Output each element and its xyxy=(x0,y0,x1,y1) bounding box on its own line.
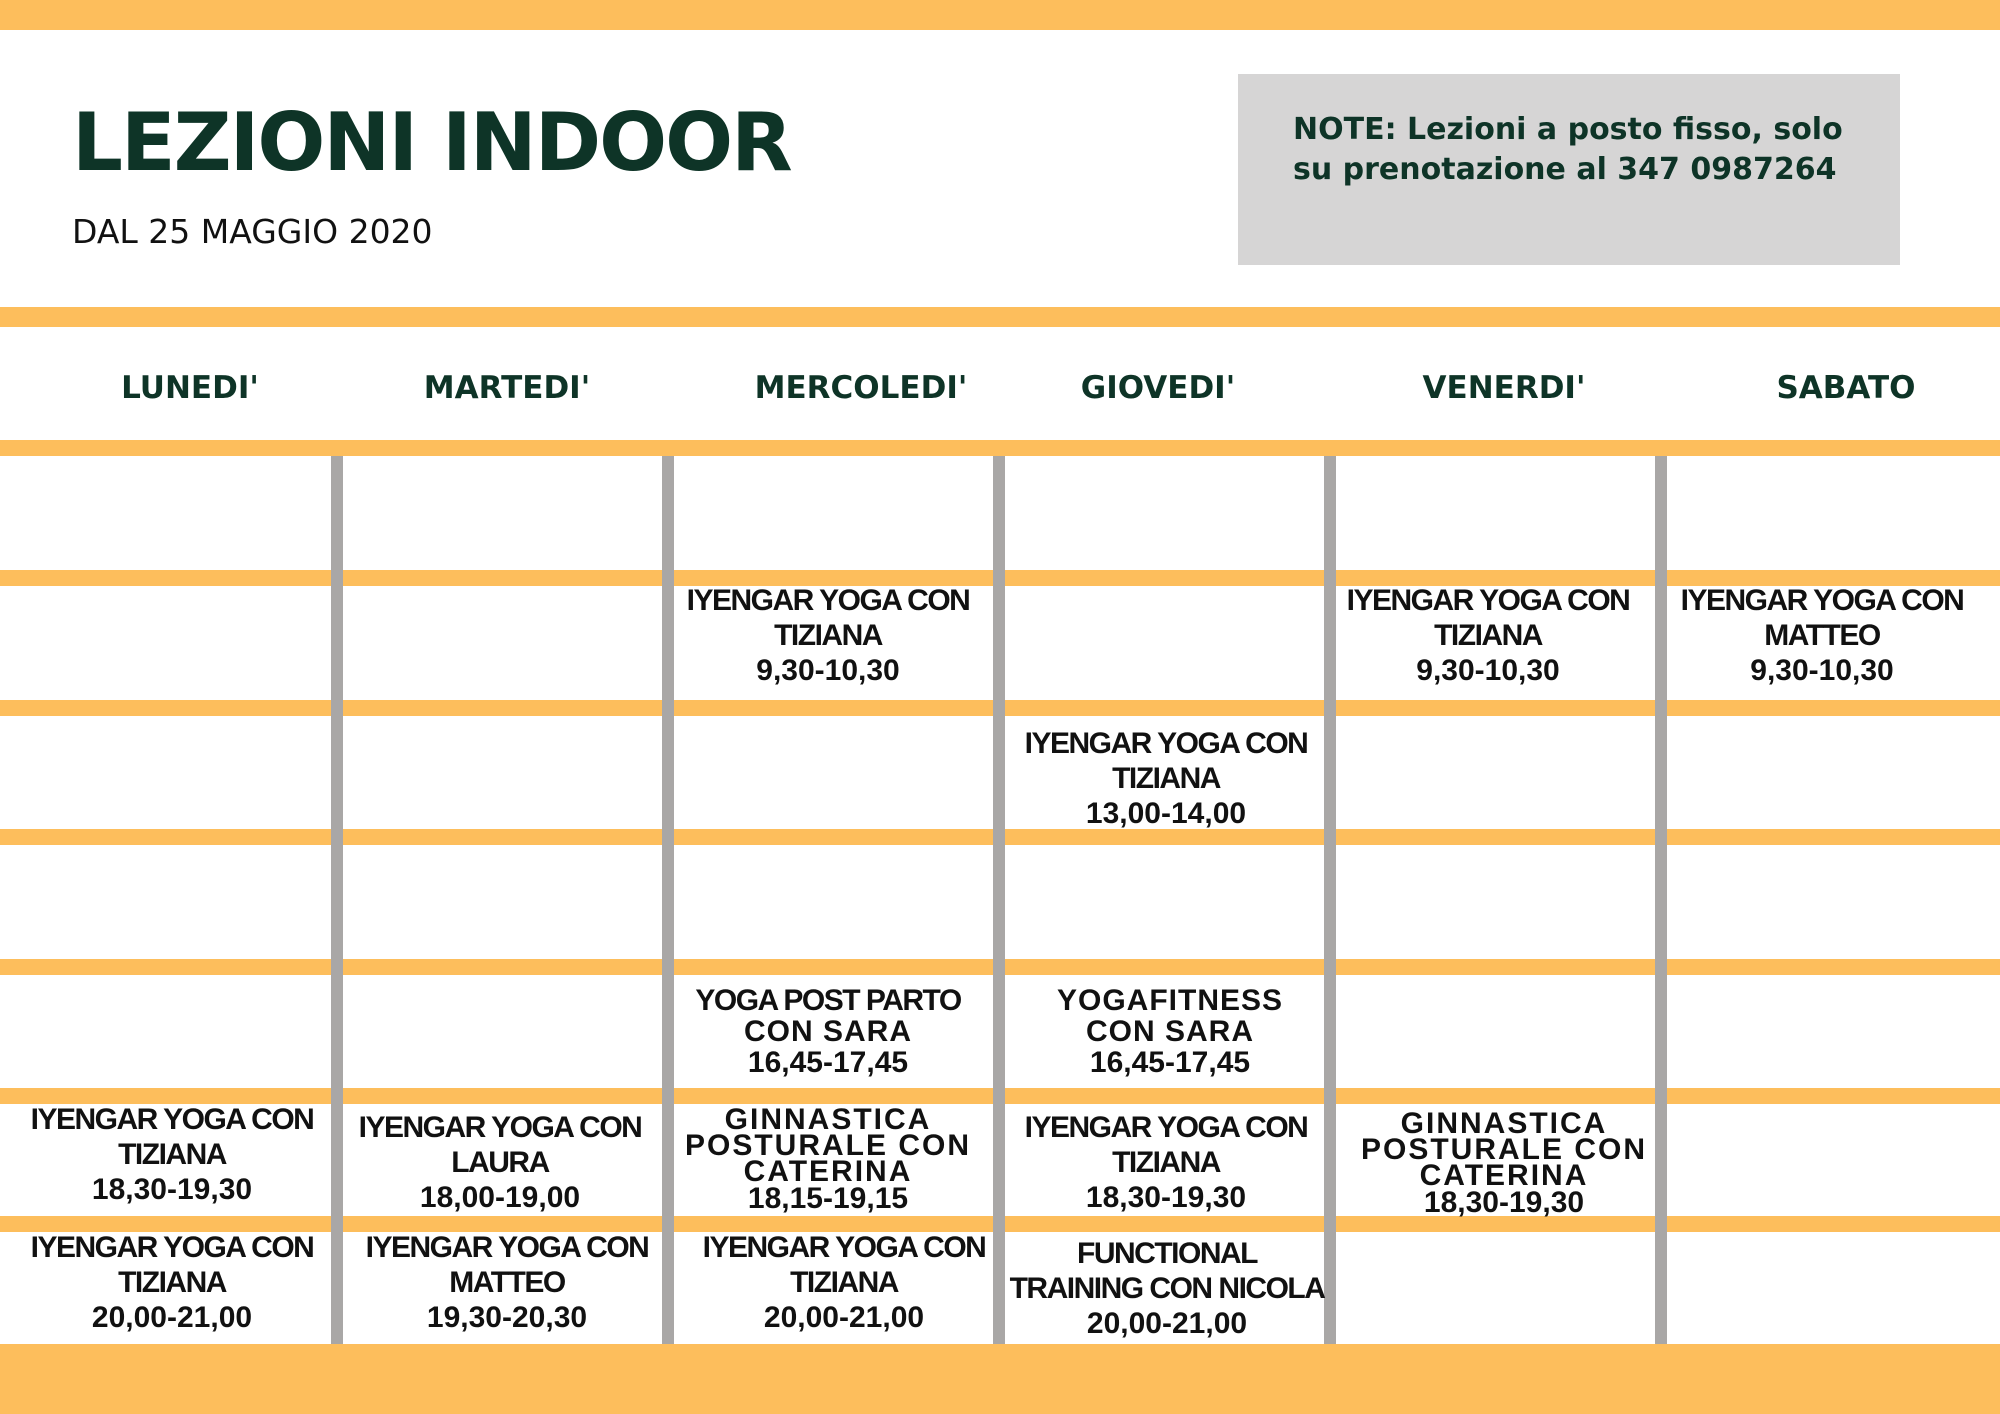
lesson-line: TIZIANA xyxy=(774,618,882,652)
lesson-time: 13,00-14,00 xyxy=(1085,796,1247,830)
lesson-line: IYENGAR YOGA CON xyxy=(30,1102,314,1136)
lesson-time: 9,30-10,30 xyxy=(1750,653,1894,687)
lesson-line: CATERINA xyxy=(1419,1159,1589,1192)
lesson-cell xyxy=(12,1100,332,1208)
lesson-line: IYENGAR YOGA CON xyxy=(702,1230,986,1264)
lesson-line: LAURA xyxy=(451,1145,549,1179)
lesson-line: CON SARA xyxy=(743,1014,912,1048)
lesson-line: YOGA POST PARTO xyxy=(695,983,961,1017)
lesson-line: MATTEO xyxy=(1764,618,1880,652)
lesson-cell xyxy=(668,581,988,689)
lesson-cell xyxy=(1006,724,1326,832)
day-header-mercoledi: MERCOLEDI' xyxy=(754,370,968,406)
lesson-line: CON SARA xyxy=(1085,1014,1254,1048)
lesson-line: POSTURALE CON xyxy=(1360,1133,1647,1166)
lesson-line: IYENGAR YOGA CON xyxy=(1024,1110,1308,1144)
lesson-time: 18,30-19,30 xyxy=(1423,1186,1585,1219)
lesson-line: IYENGAR YOGA CON xyxy=(1346,583,1630,617)
lesson-time: 20,00-21,00 xyxy=(763,1300,925,1334)
lesson-cell xyxy=(1006,1108,1326,1216)
lesson-cell xyxy=(340,1108,660,1216)
lesson-time: 18,15-19,15 xyxy=(747,1182,909,1215)
note-box xyxy=(1238,74,1900,265)
lesson-time: 20,00-21,00 xyxy=(91,1300,253,1334)
lesson-time: 9,30-10,30 xyxy=(1416,653,1560,687)
column-divider xyxy=(993,456,1005,1344)
day-header-giovedi: GIOVEDI' xyxy=(1080,370,1236,406)
bottom-band xyxy=(0,1344,2000,1414)
lesson-time: 18,30-19,30 xyxy=(1085,1180,1247,1214)
lesson-time: 16,45-17,45 xyxy=(1089,1045,1251,1079)
lesson-line: MATTEO xyxy=(449,1265,565,1299)
top-band xyxy=(0,0,2000,30)
lesson-line: CATERINA xyxy=(743,1155,913,1188)
lesson-cell xyxy=(1344,1108,1664,1220)
lesson-line: GINNASTICA xyxy=(1400,1107,1608,1140)
lesson-line: IYENGAR YOGA CON xyxy=(30,1230,314,1264)
day-header-venerdi: VENERDI' xyxy=(1422,370,1586,406)
lesson-time: 16,45-17,45 xyxy=(747,1045,909,1079)
lesson-line: YOGAFITNESS xyxy=(1056,983,1284,1017)
lesson-line: IYENGAR YOGA CON xyxy=(686,583,970,617)
lesson-cell xyxy=(684,1228,1004,1336)
lesson-line: TRAINING CON NICOLA xyxy=(1009,1271,1325,1305)
lesson-line: TIZIANA xyxy=(1434,618,1542,652)
day-header-sabato: SABATO xyxy=(1776,370,1916,406)
lesson-cell xyxy=(1662,581,1982,689)
page-subtitle: DAL 25 MAGGIO 2020 xyxy=(72,212,433,251)
lesson-line: GINNASTICA xyxy=(724,1103,932,1136)
lesson-line: TIZIANA xyxy=(118,1137,226,1171)
lesson-cell xyxy=(1010,975,1330,1087)
lesson-line: TIZIANA xyxy=(118,1265,226,1299)
page-title: LEZIONI INDOOR xyxy=(72,96,791,189)
day-header-lunedi: LUNEDI' xyxy=(121,370,259,406)
lesson-line: IYENGAR YOGA CON xyxy=(1024,726,1308,760)
lesson-time: 9,30-10,30 xyxy=(756,653,900,687)
lesson-cell xyxy=(1328,581,1648,689)
lesson-cell xyxy=(991,1234,1343,1342)
lesson-cell xyxy=(347,1228,667,1336)
lesson-line: FUNCTIONAL xyxy=(1077,1236,1257,1270)
header-divider-band xyxy=(0,307,2000,327)
lesson-line: TIZIANA xyxy=(1112,1145,1220,1179)
note-text: NOTE: Lezioni a posto fisso, solo su prenotazione al 347 0987264 xyxy=(1293,112,1843,187)
lesson-time: 18,30-19,30 xyxy=(91,1172,253,1206)
lesson-line: TIZIANA xyxy=(790,1265,898,1299)
lesson-time: 19,30-20,30 xyxy=(426,1300,588,1334)
lesson-line: IYENGAR YOGA CON xyxy=(365,1230,649,1264)
day-header-martedi: MARTEDI' xyxy=(423,370,591,406)
lesson-line: POSTURALE CON xyxy=(684,1129,971,1162)
lesson-cell xyxy=(668,975,988,1087)
lesson-time: 18,00-19,00 xyxy=(419,1180,581,1214)
lesson-line: IYENGAR YOGA CON xyxy=(358,1110,642,1144)
lesson-cell xyxy=(668,1104,988,1216)
days-divider-band xyxy=(0,440,2000,456)
lesson-line: IYENGAR YOGA CON xyxy=(1680,583,1964,617)
lesson-line: TIZIANA xyxy=(1112,761,1220,795)
lesson-time: 20,00-21,00 xyxy=(1086,1306,1248,1340)
lesson-cell xyxy=(12,1228,332,1336)
